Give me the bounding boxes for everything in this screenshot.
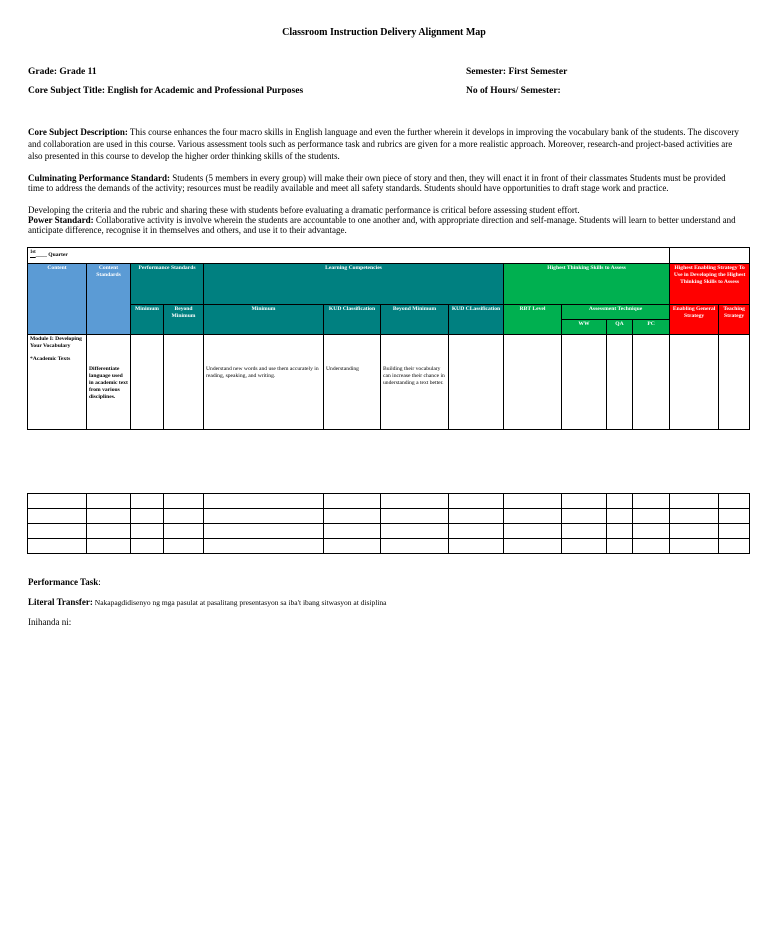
header-ps-beyond-minimum: Beyond Minimum <box>164 305 204 335</box>
quarter-sup: 1st <box>30 250 36 255</box>
grade-label: Grade: Grade 11 <box>28 67 97 77</box>
header-ps-minimum: Minimum <box>131 305 164 335</box>
lc-beyond-cell: Building their vocabulary can increase their chance in understanding a text better. <box>381 335 449 430</box>
module-title: Module I: Developing Your Vocabulary <box>30 336 82 349</box>
literal-transfer-label: Literal Transfer: <box>28 597 93 607</box>
topic-title: *Academic Texts <box>30 356 71 362</box>
qa-cell <box>607 335 633 430</box>
table-row <box>28 524 750 539</box>
quarter-blank-cell <box>670 248 750 264</box>
header-kud-classification-2: KUD CLassification <box>449 305 504 335</box>
quarter-text: ____ Quarter <box>35 251 68 258</box>
header-highest-enabling-strategy: Highest Enabling Strategy To Use in Developing the Highest Thinking Skills to Assess <box>670 264 750 305</box>
performance-task-colon: : <box>98 577 101 587</box>
criteria-text: Developing the criteria and the rubric and sharing these with students before evaluating a dramatic performance is critical before assessing student effort. <box>28 205 580 215</box>
header-performance-standards: Performance Standards <box>131 264 204 305</box>
ps-minimum-cell <box>131 335 164 430</box>
header-lc-minimum: Minimum <box>204 305 324 335</box>
alignment-map-table <box>27 247 750 430</box>
header-lc-beyond-minimum: Beyond Minimum <box>381 305 449 335</box>
pc-cell <box>633 335 670 430</box>
enabling-cell <box>670 335 719 430</box>
header-content: Content <box>28 264 87 335</box>
lc-minimum-cell: Understand new words and use them accurately in reading, speaking, and writing. <box>204 335 324 430</box>
header-teaching-strategy: Teaching Strategy <box>719 305 750 335</box>
header-enabling-general-strategy: Enabling General Strategy <box>670 305 719 335</box>
kud-cell: Understanding <box>324 335 381 430</box>
blank-grid-table <box>27 493 750 554</box>
culminating-label: Culminating Performance Standard: <box>28 173 170 183</box>
literal-transfer <box>28 597 386 607</box>
header-content-standards: Content Standards <box>87 264 131 335</box>
subject-description <box>28 126 740 162</box>
content-standard-cell: Differentiate language used in academic text from various disciplines. <box>87 335 131 430</box>
description-label: Core Subject Description: <box>28 127 128 137</box>
ww-cell <box>562 335 607 430</box>
semester-label: Semester: First Semester <box>466 67 568 77</box>
culminating-text: Students (5 members in every group) will make their own piece of story and then, they will enact it in front of their classmates Students must be provided time to address the demands of the activity; resources must be readily available and meet all safety standards. Students should have opportunities to draft stage work and practice. <box>28 173 726 193</box>
table-row <box>28 539 750 554</box>
criteria-paragraph <box>28 205 740 235</box>
content-cell <box>28 335 87 430</box>
document-title: Classroom Instruction Delivery Alignment Map <box>282 27 486 38</box>
header-ww: WW <box>562 320 607 335</box>
header-rbt-level: RBT Level <box>504 305 562 335</box>
table-row <box>28 509 750 524</box>
header-qa: QA <box>607 320 633 335</box>
quarter-cell <box>28 248 670 264</box>
subject-title-label: Core Subject Title: English for Academic and Professional Purposes <box>28 86 304 96</box>
header-kud-classification: KUD Classification <box>324 305 381 335</box>
prepared-by: Inihanda ni: <box>28 617 72 627</box>
power-text: Collaborative activity is involve wherein the students are accountable to one another and, with appropriate direction and self-manage. Students will learn to better understand and anticipate difference, recognise it in themselves and others, and use it to their advantage. <box>28 215 736 235</box>
power-label: Power Standard: <box>28 215 94 225</box>
description-text: This course enhances the four macro skills in English language and even the further wherein it develops in improving the vocabulary bank of the students. The discovery and collaboration are used in this course. Various assessment tools such as performance task and rubrics are given for a more realistic approach. Moreover, research-and project-based activities are also presented in this course to develop the higher order thinking skills of the students. <box>28 127 739 161</box>
header-highest-thinking-skills: Highest Thinking Skills to Assess <box>504 264 670 305</box>
culminating-standard <box>28 173 740 193</box>
performance-task <box>28 577 101 587</box>
kud-2-cell <box>449 335 504 430</box>
header-pc: PC <box>633 320 670 335</box>
header-assessment-technique: Assessment Technique <box>562 305 670 320</box>
performance-task-label: Performance Task <box>28 577 99 587</box>
table-row <box>28 335 750 430</box>
ps-beyond-cell <box>164 335 204 430</box>
literal-transfer-text: Nakapagdidisenyo ng mga pasulat at pasalitang presentasyon sa iba't ibang sitwasyon at disiplina <box>92 598 387 607</box>
rbt-cell <box>504 335 562 430</box>
header-learning-competencies: Learning Competencies <box>204 264 504 305</box>
teaching-cell <box>719 335 750 430</box>
hours-label: No of Hours/ Semester: <box>466 86 561 96</box>
table-row <box>28 494 750 509</box>
